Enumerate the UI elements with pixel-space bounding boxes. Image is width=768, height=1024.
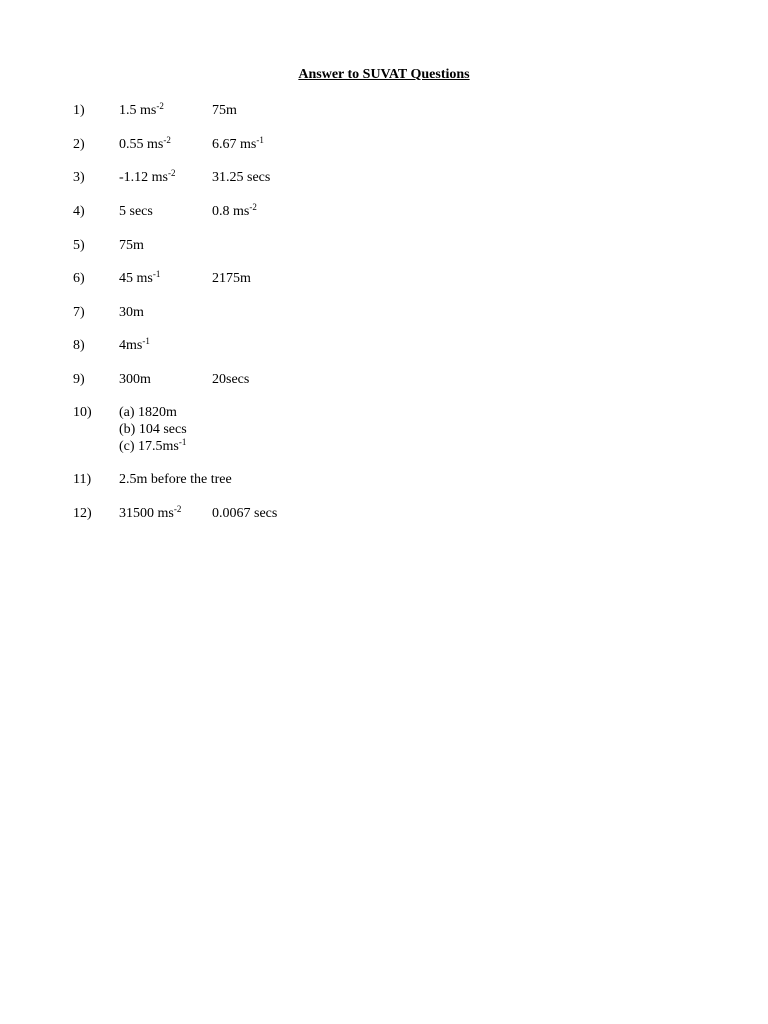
answer-part-2: 0.8 $ms^{-2}$: [212, 202, 257, 219]
question-number: 5): [73, 238, 85, 253]
answer-subparts: [119, 404, 187, 455]
answer-part-1: 300m: [119, 372, 151, 387]
answer-part-1: 1.5 $ms^{-2}$: [119, 101, 164, 118]
page-title: Answer to SUVAT Questions: [298, 67, 470, 82]
answer-subpart-b: (b) 104 secs: [119, 422, 187, 437]
answer-part-2: 31.25 secs: [212, 170, 271, 185]
answer-part-1: 75m: [119, 238, 144, 253]
question-number: 2): [73, 137, 85, 152]
question-number: 9): [73, 372, 85, 387]
question-number: 11): [73, 472, 92, 487]
answer-part-1: 30m: [119, 305, 144, 320]
question-number: 7): [73, 305, 85, 320]
question-number: 8): [73, 338, 85, 353]
question-number: 3): [73, 170, 85, 185]
answer-subpart-c: (c) $17.5ms^{-1}$: [119, 437, 187, 454]
answer-part-2: 2175m: [212, 271, 251, 286]
question-number: 6): [73, 271, 85, 286]
answer-part-1: 0.55 $ms^{-2}$: [119, 135, 171, 152]
question-number: 1): [73, 103, 85, 118]
answer-part-1: -1.12 $ms^{-2}$: [119, 168, 176, 185]
answer-part-2: 75m: [212, 103, 237, 118]
answer-part-2: 20secs: [212, 372, 250, 387]
answer-part-1: $4ms^{-1}$: [119, 336, 150, 353]
answer-part-2: 0.0067 secs: [212, 506, 278, 521]
answer-part-1: 45 $ms^{-1}$: [119, 269, 161, 286]
answer-subpart-a: (a) 1820m: [119, 405, 177, 420]
answer-part-2: 6.67 $ms^{-1}$: [212, 135, 264, 152]
question-number: 4): [73, 204, 85, 219]
question-number: 12): [73, 506, 92, 521]
answer-part-1: 5 secs: [119, 204, 153, 219]
answer-part-1: 2.5m before the tree: [119, 472, 232, 487]
answer-part-1: 31500 $ms^{-2}$: [119, 504, 182, 521]
question-number: 10): [73, 405, 92, 420]
